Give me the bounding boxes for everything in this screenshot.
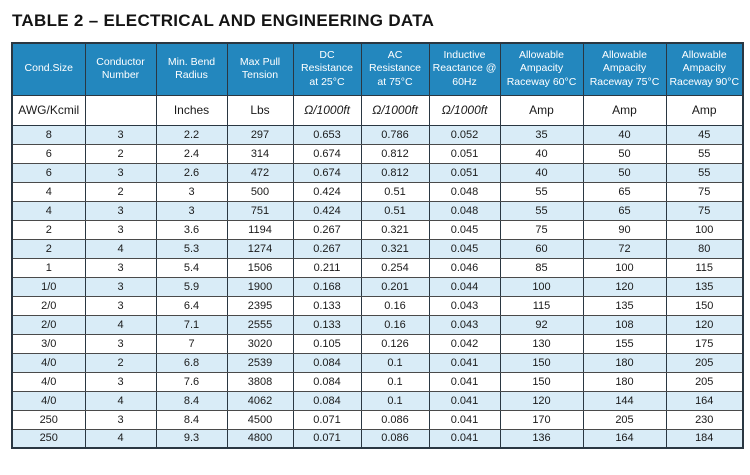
table-row — [12, 353, 743, 372]
table-cell: 150 — [666, 296, 743, 315]
table-cell: 3.6 — [156, 220, 227, 239]
table-cell: 55 — [666, 144, 743, 163]
table-cell: 205 — [666, 372, 743, 391]
table-cell: 100 — [666, 220, 743, 239]
table-cell: 2/0 — [12, 315, 85, 334]
table-cell: 6.4 — [156, 296, 227, 315]
table-cell: 4 — [12, 201, 85, 220]
table-cell: 250 — [12, 429, 85, 448]
table-cell: 40 — [500, 163, 583, 182]
table-cell: 500 — [227, 182, 293, 201]
table-row — [12, 163, 743, 182]
table-cell: 4800 — [227, 429, 293, 448]
table-cell: 205 — [666, 353, 743, 372]
table-cell: 7.6 — [156, 372, 227, 391]
table-cell: 2 — [85, 353, 156, 372]
table-cell: 65 — [583, 182, 666, 201]
table-cell: 0.133 — [293, 315, 361, 334]
table-cell: 2.4 — [156, 144, 227, 163]
table-cell: 3020 — [227, 334, 293, 353]
table-cell: 8.4 — [156, 410, 227, 429]
table-row — [12, 182, 743, 201]
table-cell: 0.51 — [361, 201, 429, 220]
table-cell: 0.044 — [429, 277, 500, 296]
table-cell: 4062 — [227, 391, 293, 410]
table-cell: 115 — [500, 296, 583, 315]
table-header — [12, 43, 743, 95]
table-cell: 80 — [666, 239, 743, 258]
table-cell: 0.048 — [429, 182, 500, 201]
table-cell: 3 — [85, 201, 156, 220]
table-cell: 1 — [12, 258, 85, 277]
table-cell: 0.211 — [293, 258, 361, 277]
table-cell: 314 — [227, 144, 293, 163]
table-cell: 115 — [666, 258, 743, 277]
table-cell: 2555 — [227, 315, 293, 334]
table-cell: 0.267 — [293, 220, 361, 239]
table-cell: 3 — [85, 163, 156, 182]
table-cell: 0.105 — [293, 334, 361, 353]
table-cell: 205 — [583, 410, 666, 429]
table-cell: 4/0 — [12, 391, 85, 410]
table-cell: 0.1 — [361, 372, 429, 391]
table-cell: 3 — [156, 182, 227, 201]
table-cell: 0.052 — [429, 125, 500, 144]
table-cell: 100 — [500, 277, 583, 296]
table-cell: 50 — [583, 163, 666, 182]
table-cell: 0.201 — [361, 277, 429, 296]
table-cell: 0.041 — [429, 429, 500, 448]
table-cell: 0.267 — [293, 239, 361, 258]
table-cell: 2.2 — [156, 125, 227, 144]
table-cell: 40 — [583, 125, 666, 144]
table-cell: 184 — [666, 429, 743, 448]
table-cell: 7 — [156, 334, 227, 353]
table-cell: 0.043 — [429, 315, 500, 334]
table-cell: 4 — [85, 391, 156, 410]
col-header-conductor-number: Conductor Number — [85, 43, 156, 95]
table-cell: 0.254 — [361, 258, 429, 277]
table-cell: 0.045 — [429, 220, 500, 239]
col-header-min-bend-radius: Min. Bend Radius — [156, 43, 227, 95]
table-cell: 0.424 — [293, 182, 361, 201]
table-cell: 0.051 — [429, 163, 500, 182]
table-cell: 3808 — [227, 372, 293, 391]
unit-cell: Amp — [583, 95, 666, 125]
col-header-ampacity-60c: Allowable Ampacity Raceway 60°C — [500, 43, 583, 95]
table-cell: 144 — [583, 391, 666, 410]
table-cell: 6 — [12, 163, 85, 182]
table-cell: 0.046 — [429, 258, 500, 277]
col-header-ampacity-75c: Allowable Ampacity Raceway 75°C — [583, 43, 666, 95]
table-title: TABLE 2 – ELECTRICAL AND ENGINEERING DATA — [12, 11, 435, 30]
table-cell: 3 — [85, 334, 156, 353]
unit-cell: Amp — [500, 95, 583, 125]
table-row — [12, 277, 743, 296]
table-cell: 180 — [583, 353, 666, 372]
table-cell: 4/0 — [12, 372, 85, 391]
unit-cell: Inches — [156, 95, 227, 125]
table-cell: 5.9 — [156, 277, 227, 296]
col-header-ampacity-90c: Allowable Ampacity Raceway 90°C — [666, 43, 743, 95]
unit-cell: AWG/Kcmil — [12, 95, 85, 125]
unit-cell: Ω/1000ft — [429, 95, 500, 125]
units-row — [12, 95, 743, 125]
table-cell: 136 — [500, 429, 583, 448]
table-cell: 0.071 — [293, 410, 361, 429]
table-cell: 75 — [666, 182, 743, 201]
table-cell: 8.4 — [156, 391, 227, 410]
table-cell: 2.6 — [156, 163, 227, 182]
table-cell: 1194 — [227, 220, 293, 239]
table-cell: 130 — [500, 334, 583, 353]
table-cell: 3/0 — [12, 334, 85, 353]
table-cell: 0.424 — [293, 201, 361, 220]
table-cell: 0.045 — [429, 239, 500, 258]
table-cell: 0.041 — [429, 391, 500, 410]
table-cell: 0.674 — [293, 163, 361, 182]
table-cell: 120 — [500, 391, 583, 410]
table-cell: 0.126 — [361, 334, 429, 353]
table-cell: 297 — [227, 125, 293, 144]
table-cell: 0.674 — [293, 144, 361, 163]
table-cell: 0.321 — [361, 239, 429, 258]
table-cell: 60 — [500, 239, 583, 258]
table-cell: 250 — [12, 410, 85, 429]
col-header-max-pull-tension: Max Pull Tension — [227, 43, 293, 95]
table-row — [12, 125, 743, 144]
table-cell: 75 — [500, 220, 583, 239]
table-cell: 0.1 — [361, 353, 429, 372]
table-row — [12, 410, 743, 429]
table-cell: 1900 — [227, 277, 293, 296]
table-cell: 0.786 — [361, 125, 429, 144]
table-cell: 7.1 — [156, 315, 227, 334]
table-cell: 0.086 — [361, 410, 429, 429]
table-cell: 0.084 — [293, 391, 361, 410]
table-row — [12, 372, 743, 391]
table-cell: 2395 — [227, 296, 293, 315]
col-header-ac-resistance: AC Resistance at 75°C — [361, 43, 429, 95]
table-row — [12, 334, 743, 353]
table-cell: 3 — [85, 296, 156, 315]
table-cell: 120 — [583, 277, 666, 296]
table-cell: 108 — [583, 315, 666, 334]
table-cell: 3 — [85, 258, 156, 277]
table-row — [12, 315, 743, 334]
table-cell: 0.084 — [293, 372, 361, 391]
table-cell: 0.051 — [429, 144, 500, 163]
table-cell: 3 — [85, 372, 156, 391]
table-cell: 0.321 — [361, 220, 429, 239]
table-row — [12, 258, 743, 277]
table-cell: 2 — [12, 220, 85, 239]
col-header-dc-resistance: DC Resistance at 25°C — [293, 43, 361, 95]
table-cell: 4 — [85, 239, 156, 258]
table-cell: 175 — [666, 334, 743, 353]
table-cell: 50 — [583, 144, 666, 163]
table-cell: 8 — [12, 125, 85, 144]
table-cell: 55 — [666, 163, 743, 182]
col-header-cond-size: Cond.Size — [12, 43, 85, 95]
table-cell: 3 — [85, 220, 156, 239]
table-cell: 155 — [583, 334, 666, 353]
table-cell: 9.3 — [156, 429, 227, 448]
table-cell: 0.042 — [429, 334, 500, 353]
table-cell: 472 — [227, 163, 293, 182]
table-cell: 0.048 — [429, 201, 500, 220]
table-cell: 5.3 — [156, 239, 227, 258]
table-cell: 2 — [85, 144, 156, 163]
table-cell: 150 — [500, 353, 583, 372]
table-cell: 85 — [500, 258, 583, 277]
table-row — [12, 220, 743, 239]
table-cell: 4 — [85, 315, 156, 334]
header-row — [12, 43, 743, 95]
table-cell: 751 — [227, 201, 293, 220]
unit-cell: Ω/1000ft — [361, 95, 429, 125]
table-cell: 180 — [583, 372, 666, 391]
unit-cell: Ω/1000ft — [293, 95, 361, 125]
table-cell: 3 — [85, 277, 156, 296]
table-cell: 40 — [500, 144, 583, 163]
table-cell: 0.1 — [361, 391, 429, 410]
table-row — [12, 429, 743, 448]
electrical-engineering-data-table — [11, 42, 744, 449]
table-cell: 0.133 — [293, 296, 361, 315]
table-cell: 2 — [12, 239, 85, 258]
table-row — [12, 144, 743, 163]
table-cell: 100 — [583, 258, 666, 277]
col-header-inductive-reactance: Inductive Reactance @ 60Hz — [429, 43, 500, 95]
table-cell: 6 — [12, 144, 85, 163]
table-cell: 0.041 — [429, 410, 500, 429]
table-cell: 0.041 — [429, 372, 500, 391]
table-cell: 6.8 — [156, 353, 227, 372]
table-cell: 120 — [666, 315, 743, 334]
table-cell: 75 — [666, 201, 743, 220]
table-cell: 4 — [12, 182, 85, 201]
table-cell: 4 — [85, 429, 156, 448]
table-cell: 0.086 — [361, 429, 429, 448]
table-cell: 1506 — [227, 258, 293, 277]
table-row — [12, 201, 743, 220]
table-cell: 65 — [583, 201, 666, 220]
table-cell: 164 — [666, 391, 743, 410]
unit-cell: Lbs — [227, 95, 293, 125]
table-cell: 0.16 — [361, 315, 429, 334]
table-cell: 92 — [500, 315, 583, 334]
table-cell: 45 — [666, 125, 743, 144]
table-cell: 35 — [500, 125, 583, 144]
table-cell: 170 — [500, 410, 583, 429]
table-cell: 5.4 — [156, 258, 227, 277]
table-cell: 2539 — [227, 353, 293, 372]
table-cell: 0.071 — [293, 429, 361, 448]
table-cell: 230 — [666, 410, 743, 429]
table-cell: 0.084 — [293, 353, 361, 372]
table-cell: 4/0 — [12, 353, 85, 372]
table-cell: 0.041 — [429, 353, 500, 372]
table-cell: 3 — [85, 410, 156, 429]
table-cell: 0.653 — [293, 125, 361, 144]
table-cell: 0.812 — [361, 144, 429, 163]
table-cell: 3 — [156, 201, 227, 220]
table-cell: 55 — [500, 201, 583, 220]
table-cell: 135 — [583, 296, 666, 315]
table-cell: 90 — [583, 220, 666, 239]
table-row — [12, 391, 743, 410]
table-cell: 1274 — [227, 239, 293, 258]
table-row — [12, 239, 743, 258]
table-cell: 55 — [500, 182, 583, 201]
table-cell: 0.043 — [429, 296, 500, 315]
table-cell: 2 — [85, 182, 156, 201]
table-cell: 150 — [500, 372, 583, 391]
table-cell: 72 — [583, 239, 666, 258]
table-body — [12, 125, 743, 448]
table-cell: 0.16 — [361, 296, 429, 315]
table-cell: 0.51 — [361, 182, 429, 201]
table-cell: 3 — [85, 125, 156, 144]
table-cell: 4500 — [227, 410, 293, 429]
unit-cell-empty — [85, 95, 156, 125]
table-cell: 1/0 — [12, 277, 85, 296]
table-cell: 164 — [583, 429, 666, 448]
table-row — [12, 296, 743, 315]
table-cell: 0.168 — [293, 277, 361, 296]
unit-cell: Amp — [666, 95, 743, 125]
table-cell: 0.812 — [361, 163, 429, 182]
table-cell: 135 — [666, 277, 743, 296]
table-cell: 2/0 — [12, 296, 85, 315]
